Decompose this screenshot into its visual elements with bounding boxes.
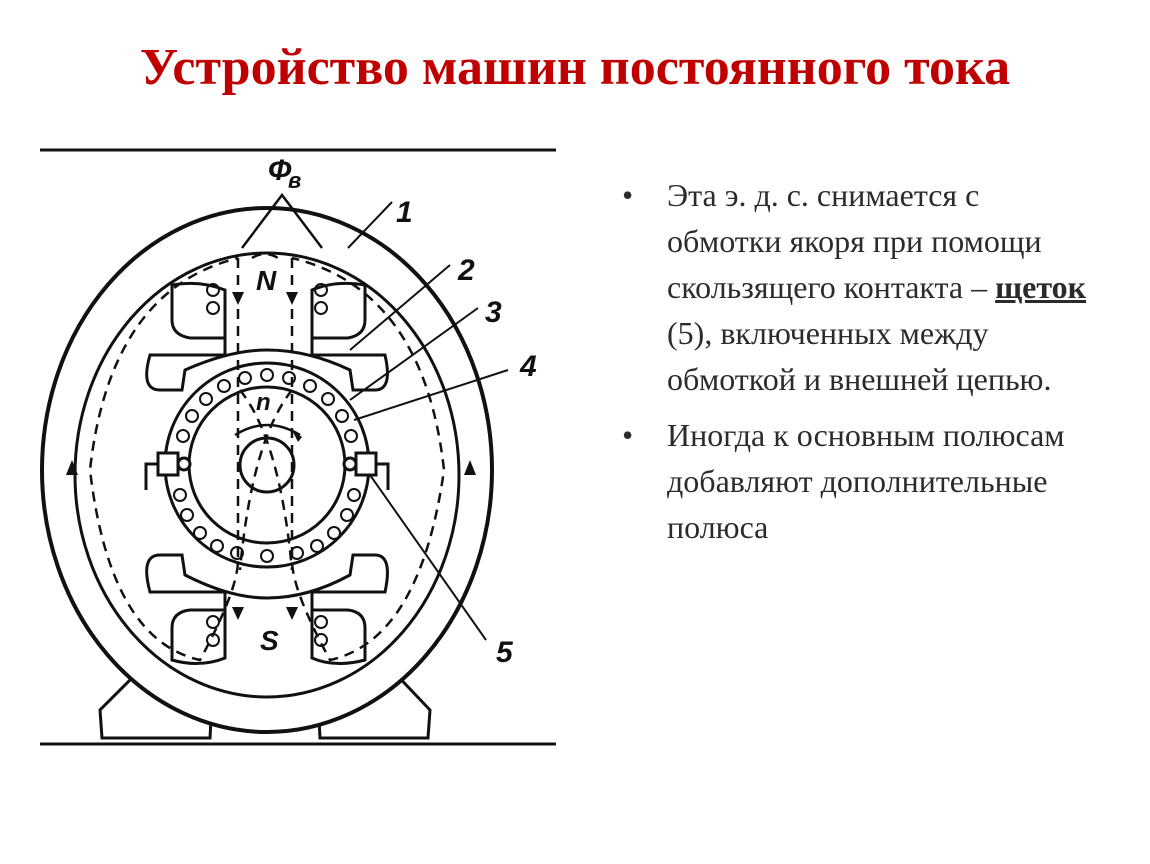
bullet-1-before: Эта э. д. с. снимается с обмотки якоря при помощи скользящего контакта – (667, 177, 1042, 305)
dc-machine-diagram (30, 140, 570, 760)
label-part-1: 1 (396, 196, 413, 229)
bullet-2-text: Иногда к основным полюсам добавляют дополнительные полюса (667, 417, 1065, 545)
label-part-2: 2 (458, 254, 475, 287)
bullet-1-term: щеток (995, 269, 1087, 305)
slide-title: Устройство машин постоянного тока (139, 39, 1011, 96)
bullet-list (620, 172, 1100, 560)
label-flux-sub: в (288, 168, 302, 193)
bullet-item-2 (620, 412, 1100, 550)
shaft (240, 438, 294, 492)
bullet-marker: • (622, 417, 634, 453)
label-part-3: 3 (485, 296, 502, 329)
bullet-marker: • (622, 177, 634, 213)
label-south: S (260, 625, 279, 656)
label-speed: n (256, 389, 271, 416)
label-flux: Ф (268, 154, 292, 187)
label-part-4: 4 (520, 350, 537, 383)
label-part-5: 5 (496, 636, 513, 669)
bullet-1-after: (5), включенных между обмоткой и внешней цепью. (667, 315, 1052, 397)
bullet-item-1 (620, 172, 1100, 402)
label-north: N (256, 265, 277, 296)
